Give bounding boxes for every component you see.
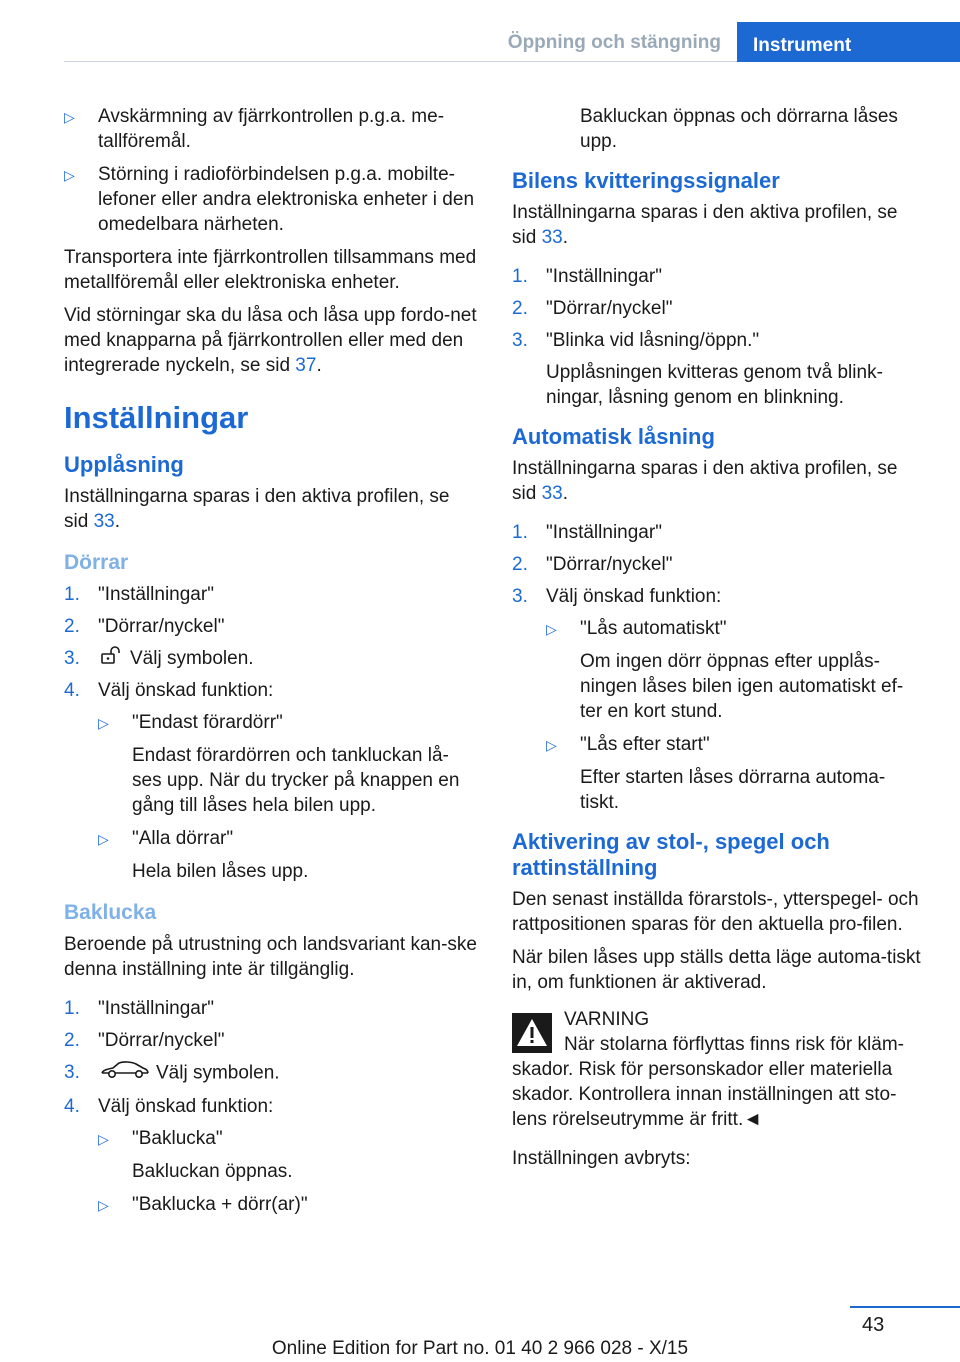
page-number-rule bbox=[850, 1306, 960, 1308]
list-item: 2. "Dörrar/nyckel" bbox=[512, 298, 673, 319]
list-item: 1. "Inställningar" bbox=[512, 266, 662, 287]
option-item: ▷ "Baklucka + dörr(ar)" bbox=[98, 1192, 478, 1218]
page-header bbox=[0, 0, 960, 62]
paragraph: Bakluckan öppnas och dörrarna låses upp. bbox=[580, 106, 898, 152]
option-item: ▷ "Baklucka" Bakluckan öppnas. bbox=[98, 1128, 293, 1183]
list-item: 4. Välj önskad funktion: bbox=[64, 1096, 274, 1118]
warning-text: När stolarna förflyttas finns risk för kläm-skador. Risk för personskador eller materiella skador. Kontrollera innan inställningen att sto-lens rörelseutrymme är fritt.◄ bbox=[512, 1034, 904, 1130]
paragraph: Inställningen avbryts: bbox=[512, 1148, 691, 1169]
bullet-triangle-icon: ▷ bbox=[98, 1197, 109, 1214]
bullet-triangle-icon: ▷ bbox=[546, 621, 557, 637]
page-link[interactable]: 33 bbox=[541, 483, 563, 504]
page-link[interactable]: 37 bbox=[295, 355, 317, 376]
subsection-heading: Dörrar bbox=[64, 551, 129, 574]
option-item: ▷ "Lås efter start" Efter starten låses dörrarna automa-tiskt. bbox=[546, 734, 886, 813]
bullet-triangle-icon: ▷ bbox=[98, 1131, 109, 1148]
bullet-triangle-icon: ▷ bbox=[64, 167, 75, 183]
chapter-heading: Inställningar bbox=[64, 400, 249, 435]
page-link[interactable]: 33 bbox=[541, 227, 563, 248]
paragraph: Transportera inte fjärrkontrollen tillsammans med metallföremål eller elektroniska enheter. bbox=[64, 247, 477, 293]
paragraph: Den senast inställda förarstols-, ytterspegel- och rattpositionen sparas för den aktuella pro-filen. bbox=[512, 889, 919, 935]
page-link[interactable]: 33 bbox=[93, 511, 115, 532]
paragraph: Inställningarna sparas i den aktiva profilen, se sid 33. bbox=[512, 458, 898, 504]
list-item: ▷ Avskärmning av fjärrkontrollen p.g.a. me-tallföremål. bbox=[64, 106, 445, 152]
paragraph: Upplåsningen kvitteras genom två blink-ningar, låsning genom en blinkning. bbox=[546, 362, 883, 408]
list-item: 1. "Inställningar" bbox=[512, 522, 662, 543]
bullet-triangle-icon: ▷ bbox=[546, 737, 557, 753]
left-column bbox=[64, 104, 478, 1226]
paragraph: Inställningarna sparas i den aktiva profilen, se sid 33. bbox=[512, 202, 898, 248]
paragraph: Beroende på utrustning och landsvariant kan-ske denna inställning inte är tillgänglig. bbox=[64, 934, 477, 981]
warning-title: VARNING bbox=[564, 1009, 650, 1030]
header-section-title: Öppning och stängning bbox=[507, 32, 721, 53]
paragraph: När bilen låses upp ställs detta läge automa-tiskt in, om funktionen är aktiverad. bbox=[512, 947, 921, 993]
section-heading: Aktivering av stol-, spegel och rattinställning bbox=[512, 829, 830, 880]
paragraph: Vid störningar ska du låsa och låsa upp fordo-net med knapparna på fjärrkontrollen eller med den integrerade nyckeln, se sid 37. bbox=[64, 305, 477, 376]
section-heading: Upplåsning bbox=[64, 452, 184, 477]
list-item: 3. "Blinka vid låsning/öppn." bbox=[512, 330, 760, 351]
bullet-triangle-icon: ▷ bbox=[98, 831, 109, 848]
list-item: 1. "Inställningar" bbox=[64, 998, 214, 1020]
list-item: 3. Välj symbolen. bbox=[64, 646, 478, 671]
subsection-heading: Baklucka bbox=[64, 901, 157, 925]
list-item: 2. "Dörrar/nyckel" bbox=[512, 554, 673, 575]
unlock-icon bbox=[100, 646, 124, 671]
section-heading: Bilens kvitteringssignaler bbox=[512, 168, 780, 193]
list-item: 2. "Dörrar/nyckel" bbox=[64, 616, 225, 637]
paragraph: Inställningarna sparas i den aktiva profilen, se sid 33. bbox=[64, 486, 450, 532]
page-number: 43 bbox=[862, 1314, 885, 1336]
option-item: ▷ "Alla dörrar" Hela bilen låses upp. bbox=[98, 828, 309, 883]
header-divider bbox=[64, 61, 737, 62]
option-item: ▷ "Lås automatiskt" Om ingen dörr öppnas efter upplås-ningen låses bilen igen automatiskt ef-ter en kort stund. bbox=[546, 618, 904, 722]
list-item: ▷ Störning i radioförbindelsen p.g.a. mobilte-lefoner eller andra elektroniska enheter i den omedelbara närheten. bbox=[64, 164, 475, 235]
car-tailgate-icon bbox=[100, 1060, 150, 1087]
option-item: ▷ "Endast förardörr" Endast förardörren och tankluckan lå-ses upp. När du trycker på knappen en gång till låses hela bilen upp. bbox=[98, 712, 460, 817]
list-item: 1. "Inställningar" bbox=[64, 584, 214, 605]
list-item: 4. Välj önskad funktion: bbox=[64, 680, 274, 702]
list-item: 3. Välj symbolen. bbox=[64, 1060, 478, 1087]
bullet-triangle-icon: ▷ bbox=[64, 109, 75, 125]
right-column bbox=[512, 104, 924, 1179]
header-chapter-tab: Instrument bbox=[737, 22, 960, 62]
warning-triangle-icon bbox=[512, 1013, 552, 1053]
list-item: 2. "Dörrar/nyckel" bbox=[64, 1030, 225, 1052]
section-heading: Automatisk låsning bbox=[512, 424, 715, 449]
bullet-triangle-icon: ▷ bbox=[98, 715, 109, 732]
warning-box bbox=[512, 1007, 924, 1132]
footer-edition-note: Online Edition for Part no. 01 40 2 966 028 - X/15 bbox=[271, 1338, 689, 1359]
list-item: 3. Välj önskad funktion: bbox=[512, 586, 722, 607]
